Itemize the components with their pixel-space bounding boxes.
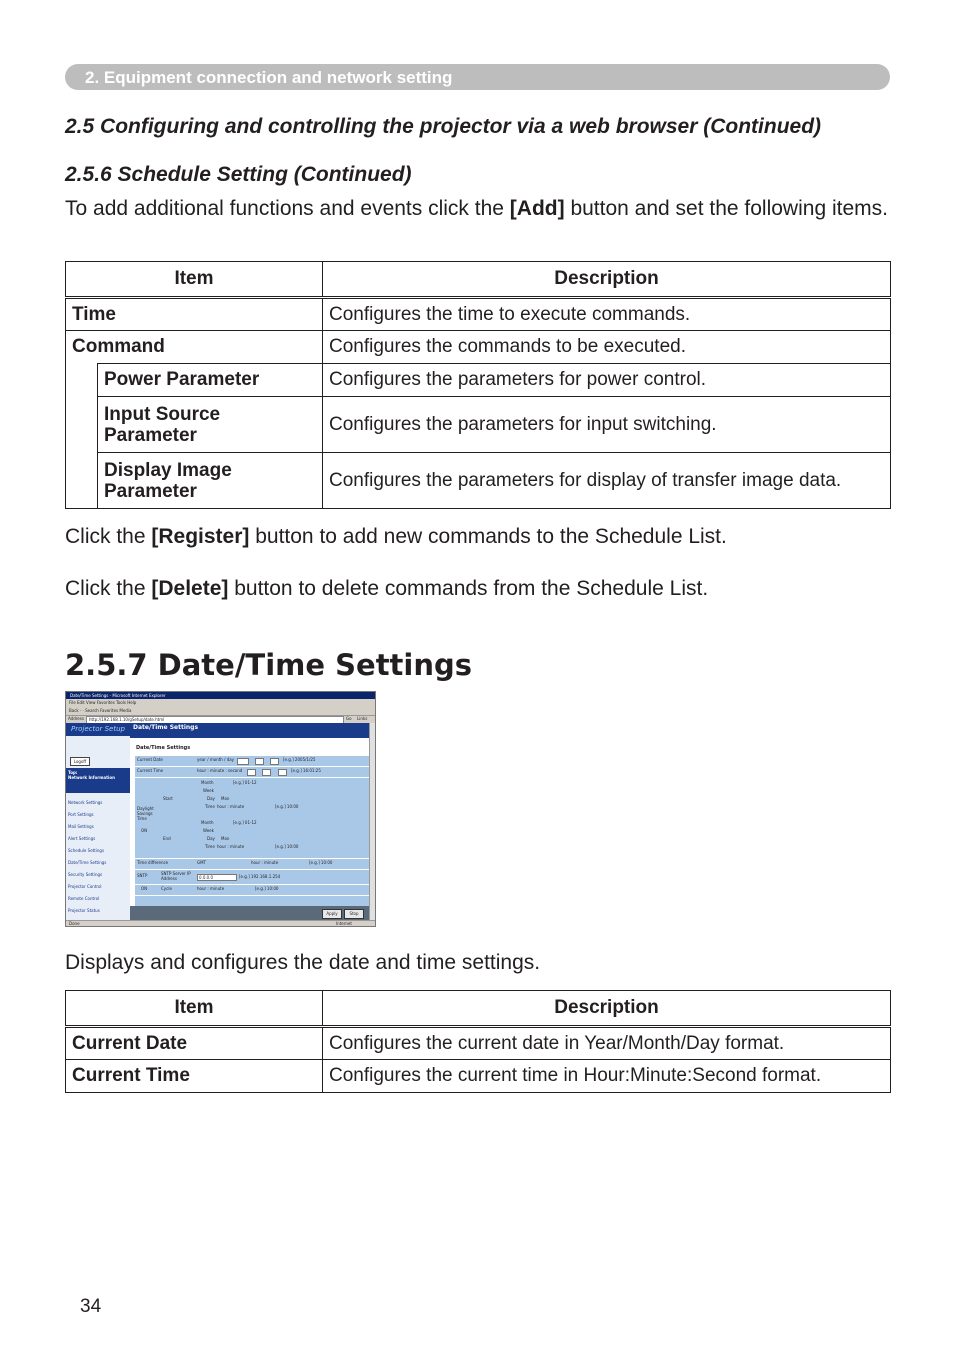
server-label: SNTP Server IP Address	[161, 871, 191, 881]
main-panel	[130, 723, 369, 920]
format: hour : minute	[197, 886, 225, 891]
date-time-settings-title: 2.5.7 Date/Time Settings	[65, 648, 473, 682]
month-input	[255, 758, 264, 765]
go-button: Go	[346, 716, 352, 721]
time-difference-row	[135, 859, 369, 870]
year-input	[237, 758, 249, 765]
cycle-label: Cycle	[161, 886, 172, 891]
sidebar-item: Schedule Settings	[68, 848, 105, 853]
item-cell: Current Time	[66, 1060, 323, 1093]
month-example: [e.g.] 01-12	[233, 780, 257, 785]
settings-form	[135, 756, 369, 919]
format: year / month / day	[197, 757, 235, 762]
window-title: Date/Time Settings - Microsoft Internet Explorer	[70, 693, 166, 698]
sidebar-item: Alert Settings	[68, 836, 96, 841]
sidebar-item: Date/Time Settings	[68, 860, 107, 865]
time-example: [e.g.] 10:00	[275, 804, 299, 809]
day-label: Day	[207, 796, 215, 801]
end-label: End	[163, 836, 171, 841]
links-label: Links	[357, 716, 368, 721]
sidebar-item: Projector Status	[68, 908, 100, 913]
apply-button: Apply	[322, 909, 342, 919]
day-select: Mon	[221, 796, 230, 801]
register-text-end: button to add new commands to the Schedule List.	[249, 525, 727, 548]
start-label: Start	[163, 796, 173, 801]
table-header-description: Description	[323, 262, 891, 298]
table-row	[66, 298, 891, 331]
address-url: http://192.168.1.10/gSetup/date.html	[89, 717, 165, 722]
label: Daylight Savings Time	[137, 806, 154, 821]
intro-paragraph	[65, 196, 895, 222]
page-number: 34	[80, 1296, 102, 1317]
on-checkbox: ON	[141, 886, 148, 891]
sidebar-item: Port Settings	[68, 812, 94, 817]
sntp-ip-input	[197, 874, 237, 881]
example: [e.g.] 16:01:25	[291, 768, 321, 773]
sidebar-item: Remote Control	[68, 896, 100, 901]
delete-note	[65, 576, 708, 602]
projector-setup-logo: Projector Setup	[66, 723, 130, 736]
example: [e.g.] 10:00	[309, 860, 333, 865]
time-label: Time	[205, 844, 215, 849]
table-row	[66, 397, 891, 453]
chapter-title: 2. Equipment connection and network setting	[85, 68, 453, 87]
menu-bar	[66, 699, 375, 706]
table-row	[66, 331, 891, 364]
time-example: [e.g.] 10:00	[275, 844, 299, 849]
item-cell: Current Date	[66, 1027, 323, 1060]
day-label: Day	[207, 836, 215, 841]
table-row	[66, 1060, 891, 1093]
gmt-label: GMT	[197, 860, 206, 865]
week-label: Week	[203, 828, 214, 833]
item-cell: Display Image Parameter	[98, 453, 323, 509]
format: hour : minute	[251, 860, 279, 865]
hour-input	[247, 769, 256, 776]
sidebar	[66, 723, 130, 920]
page-banner: Date/Time Settings	[130, 723, 369, 738]
date-time-description: Displays and configures the date and time settings.	[65, 951, 541, 974]
intro-text: To add additional functions and events click the	[65, 197, 510, 220]
description-cell: Configures the commands to be executed.	[323, 331, 891, 364]
day-input	[270, 758, 279, 765]
format: hour : minute : second	[197, 768, 243, 773]
form-subtitle: Date/Time Settings	[136, 745, 191, 751]
chapter-header-bar	[65, 64, 890, 90]
table-row	[66, 453, 891, 509]
second-input	[278, 769, 287, 776]
example: [e.g.] 2005/1/25	[283, 757, 316, 762]
table-row	[66, 364, 891, 397]
status-text: Done	[69, 921, 80, 926]
table-row	[66, 1027, 891, 1060]
label: Time difference	[137, 860, 169, 865]
schedule-items-table	[65, 261, 891, 509]
time-format: hour : minute	[217, 844, 245, 849]
description-cell: Configures the current date in Year/Month/Day format.	[323, 1027, 891, 1060]
sntp-ip-value: 0.0.0.0	[199, 875, 213, 880]
register-button-ref: [Register]	[151, 525, 250, 548]
sidebar-item: Projector Control	[68, 884, 102, 889]
status-bar	[66, 920, 375, 927]
month-example: [e.g.] 01-12	[233, 820, 257, 825]
time-label: Time	[205, 804, 215, 809]
label: Current Time	[137, 768, 164, 773]
stop-button: Stop	[344, 909, 364, 919]
description-cell: Configures the current time in Hour:Minute:Second format.	[323, 1060, 891, 1093]
delete-text-end: button to delete commands from the Schedule List.	[228, 577, 709, 600]
description-cell: Configures the time to execute commands.	[323, 298, 891, 331]
label: Current Date	[137, 757, 163, 762]
date-time-items-table	[65, 990, 891, 1093]
toolbar-items: Back · · Search Favorites Media	[69, 708, 132, 713]
sidebar-item: Security Settings	[68, 872, 103, 877]
description-cell: Configures the parameters for input switching.	[323, 397, 891, 453]
table-header-item: Item	[66, 262, 323, 298]
subsection-title: 2.5.6 Schedule Setting (Continued)	[65, 163, 412, 186]
top-network-info	[66, 768, 130, 793]
network-info-label: Network Information	[68, 775, 115, 780]
sidebar-item: Mail Settings	[68, 824, 94, 829]
window-titlebar	[66, 692, 375, 699]
description-cell: Configures the parameters for display of transfer image data.	[323, 453, 891, 509]
address-bar	[66, 715, 375, 723]
week-label: Week	[203, 788, 214, 793]
scrollbar	[369, 723, 376, 920]
logoff-button: Logoff	[70, 757, 90, 766]
item-cell: Time	[66, 298, 323, 331]
form-buttons	[130, 906, 369, 920]
example: [e.g.] 192.168.1.254	[239, 874, 281, 879]
browser-viewport	[66, 723, 369, 920]
month-label: Month	[201, 780, 214, 785]
delete-button-ref: [Delete]	[151, 577, 229, 600]
item-cell: Power Parameter	[98, 364, 323, 397]
minute-input	[262, 769, 271, 776]
cycle-row	[135, 885, 369, 896]
example: [e.g.] 10:00	[255, 886, 279, 891]
address-label: Address	[68, 716, 84, 721]
zone-text: Internet	[336, 921, 352, 926]
on-checkbox: ON	[141, 828, 148, 833]
item-cell: Command	[66, 331, 323, 364]
menu-items: File Edit View Favorites Tools Help	[69, 700, 137, 705]
day-select: Mon	[221, 836, 230, 841]
indent-cell	[66, 364, 98, 509]
intro-text-end: button and set the following items.	[564, 197, 888, 220]
sntp-server-row	[135, 870, 369, 885]
current-time-row	[135, 767, 369, 778]
month-label: Month	[201, 820, 214, 825]
dst-row	[135, 778, 369, 859]
sidebar-item: Network Settings	[68, 800, 103, 805]
register-text: Click the	[65, 525, 152, 548]
item-cell: Input Source Parameter	[98, 397, 323, 453]
register-note	[65, 524, 727, 550]
current-date-row	[135, 756, 369, 767]
delete-text: Click the	[65, 577, 152, 600]
add-button-ref: [Add]	[509, 197, 565, 220]
table-header-description: Description	[323, 991, 891, 1027]
time-format: hour : minute	[217, 804, 245, 809]
sntp-label: SNTP	[137, 873, 148, 878]
top-label: Top:	[68, 770, 78, 775]
sidebar-links	[68, 797, 128, 917]
section-title: 2.5 Configuring and controlling the projector via a web browser (Continued)	[65, 115, 822, 138]
table-header-item: Item	[66, 991, 323, 1027]
browser-screenshot	[65, 691, 376, 927]
description-cell: Configures the parameters for power control.	[323, 364, 891, 397]
